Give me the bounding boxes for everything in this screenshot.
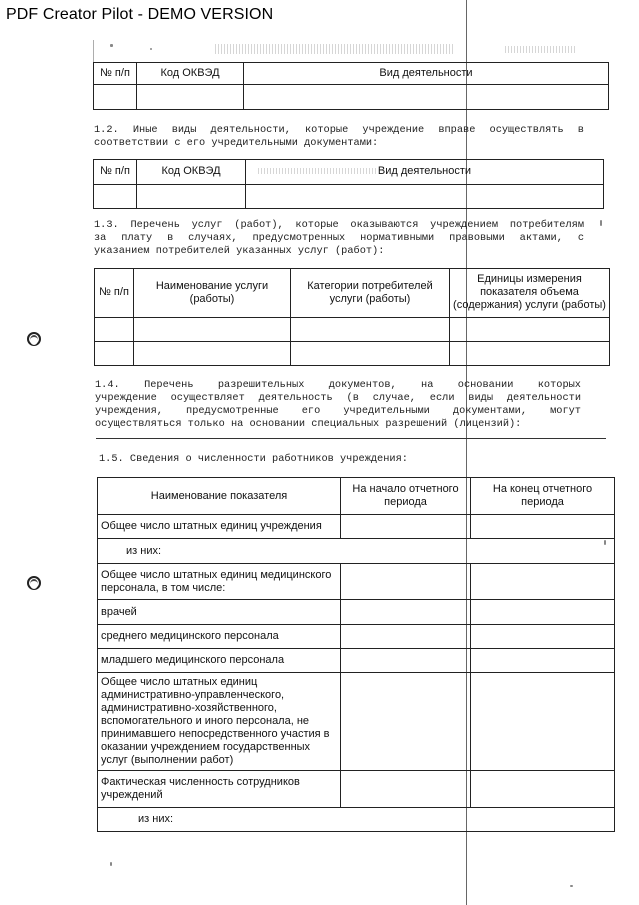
scan-speck xyxy=(570,885,573,887)
table2-header-okved-code: Код ОКВЭД xyxy=(137,160,246,185)
table3-cell xyxy=(291,341,450,365)
scan-noise-top-right xyxy=(505,46,575,53)
table2-cell xyxy=(94,184,137,209)
table3-header-consumer-categories xyxy=(291,269,450,318)
punch-hole-top xyxy=(27,332,41,346)
section-1-2-line: 1.2. Иные виды деятельности, которые учреждение вправе осуществлять в xyxy=(94,124,584,136)
okved-table-other xyxy=(93,159,604,209)
table3-header-service-name-line: (работы) xyxy=(189,292,235,305)
table4-row-total-staff: Общее число штатных единиц учреждения xyxy=(98,515,341,539)
table4-header-period-start-line: периода xyxy=(384,496,427,508)
table3-header-consumer-line: Категории потребителей xyxy=(307,279,433,292)
table3-cell xyxy=(450,317,610,341)
table4-row-admin-line: Общее число штатных единиц xyxy=(101,676,258,688)
table4-row-of-them-2: из них: xyxy=(98,808,615,832)
table4-row-medical-staff-line: персонала, в том числе: xyxy=(101,581,226,594)
scan-speck xyxy=(600,220,602,226)
table3-header-units xyxy=(450,269,610,318)
section-1-2-line: соответствии с его учредительными документами: xyxy=(94,137,379,149)
table1-cell xyxy=(94,85,137,110)
table3-header-number: № п/п xyxy=(95,269,134,318)
table4-header-period-end xyxy=(471,478,615,515)
section-1-4-line: осуществляться только на основании специальных разрешений (лицензий): xyxy=(95,418,522,430)
okved-table-main xyxy=(93,62,609,110)
table3-cell xyxy=(95,341,134,365)
table4-row-admin-line: оказании учреждением государственных xyxy=(101,741,311,753)
table3-header-consumer-line: услуги (работы) xyxy=(329,292,411,305)
table4-row-of-them: из них: xyxy=(98,539,615,564)
section-1-4-text xyxy=(95,379,581,431)
table4-cell xyxy=(471,649,615,673)
table4-cell xyxy=(471,515,615,539)
table4-row-actual-staff-line: Фактическая численность сотрудников xyxy=(101,776,300,788)
table3-cell xyxy=(134,317,291,341)
table4-header-period-end-line: На конец отчетного xyxy=(492,483,593,495)
table3-header-service-name-line: Наименование услуги xyxy=(155,279,269,292)
paid-services-table xyxy=(94,268,610,366)
table4-row-medical-staff xyxy=(98,564,341,600)
table4-cell xyxy=(341,600,471,625)
table4-cell xyxy=(471,771,615,808)
table4-cell xyxy=(341,771,471,808)
table4-header-indicator: Наименование показателя xyxy=(98,478,341,515)
table4-row-admin-staff xyxy=(98,673,341,771)
table4-cell xyxy=(471,600,615,625)
section-1-4-underline xyxy=(96,438,606,439)
table4-cell xyxy=(341,673,471,771)
table4-row-admin-line: услуг (выполнении работ) xyxy=(101,754,234,766)
table2-cell xyxy=(137,184,246,209)
table3-header-units-line: Единицы измерения xyxy=(477,273,582,286)
section-1-3-line: указанием потребителей указанных услуг (работ): xyxy=(94,245,385,257)
table4-cell xyxy=(341,625,471,649)
table1-header-activity: Вид деятельности xyxy=(244,63,609,85)
section-1-4-line: учреждение осуществляет деятельность (в случае, если виды деятельности xyxy=(95,392,581,404)
table4-cell xyxy=(341,649,471,673)
table4-row-admin-line: административно-управленческого, xyxy=(101,689,285,701)
scan-noise-top xyxy=(215,44,455,54)
scan-speck xyxy=(150,48,152,50)
scan-edge-line xyxy=(93,40,94,62)
table4-cell xyxy=(341,515,471,539)
table4-cell xyxy=(471,625,615,649)
table4-row-doctors: врачей xyxy=(98,600,341,625)
section-1-3-text xyxy=(94,219,584,258)
table2-header-number: № п/п xyxy=(94,160,137,185)
table4-row-admin-line: вспомогательного и иного персонала, не xyxy=(101,715,310,727)
punch-hole-bottom xyxy=(27,576,41,590)
table4-header-period-end-line: периода xyxy=(521,496,564,508)
section-1-4-line: 1.4. Перечень разрешительных документов, на основании которых xyxy=(95,379,581,391)
table4-cell xyxy=(471,564,615,600)
staff-numbers-table xyxy=(97,477,615,832)
table4-cell xyxy=(471,673,615,771)
table4-row-actual-staff xyxy=(98,771,341,808)
table3-header-units-line: показателя объема xyxy=(480,286,579,299)
table4-row-admin-line: принимавшего непосредственного участия в xyxy=(101,728,330,740)
table4-row-junior-medical: младшего медицинского персонала xyxy=(98,649,341,673)
table1-header-number: № п/п xyxy=(94,63,137,85)
section-1-2-text xyxy=(94,124,584,150)
table1-header-okved-code: Код ОКВЭД xyxy=(137,63,244,85)
section-1-3-line: за плату в случаях, предусмотренных нормативными правовыми актами, с xyxy=(94,232,584,244)
table3-header-units-line: (содержания) услуги (работы) xyxy=(453,299,606,312)
demo-watermark: PDF Creator Pilot - DEMO VERSION xyxy=(6,6,274,23)
section-1-3-line: 1.3. Перечень услуг (работ), которые оказываются учреждением потребителям xyxy=(94,219,584,231)
scan-speck xyxy=(110,862,112,866)
table3-cell xyxy=(291,317,450,341)
section-1-5-title: 1.5. Сведения о численности работников учреждения: xyxy=(99,453,408,465)
table2-cell xyxy=(246,184,604,209)
table4-row-medical-staff-line: Общее число штатных единиц медицинского xyxy=(101,568,332,581)
table4-cell xyxy=(341,564,471,600)
table4-row-actual-staff-line: учреждений xyxy=(101,789,163,801)
scan-speck xyxy=(110,44,113,47)
table4-header-period-start xyxy=(341,478,471,515)
table4-row-admin-line: административно-хозяйственного, xyxy=(101,702,277,714)
section-1-4-line: учреждения, предусмотренные его учредительными документами, могут xyxy=(95,405,581,417)
table1-cell xyxy=(137,85,244,110)
table3-cell xyxy=(134,341,291,365)
table4-row-nurses: среднего медицинского персонала xyxy=(98,625,341,649)
table3-header-service-name xyxy=(134,269,291,318)
table1-cell xyxy=(244,85,609,110)
table4-header-period-start-line: На начало отчетного xyxy=(352,483,459,495)
table2-header-activity: Вид деятельности xyxy=(246,160,604,185)
table3-cell xyxy=(450,341,610,365)
table3-cell xyxy=(95,317,134,341)
